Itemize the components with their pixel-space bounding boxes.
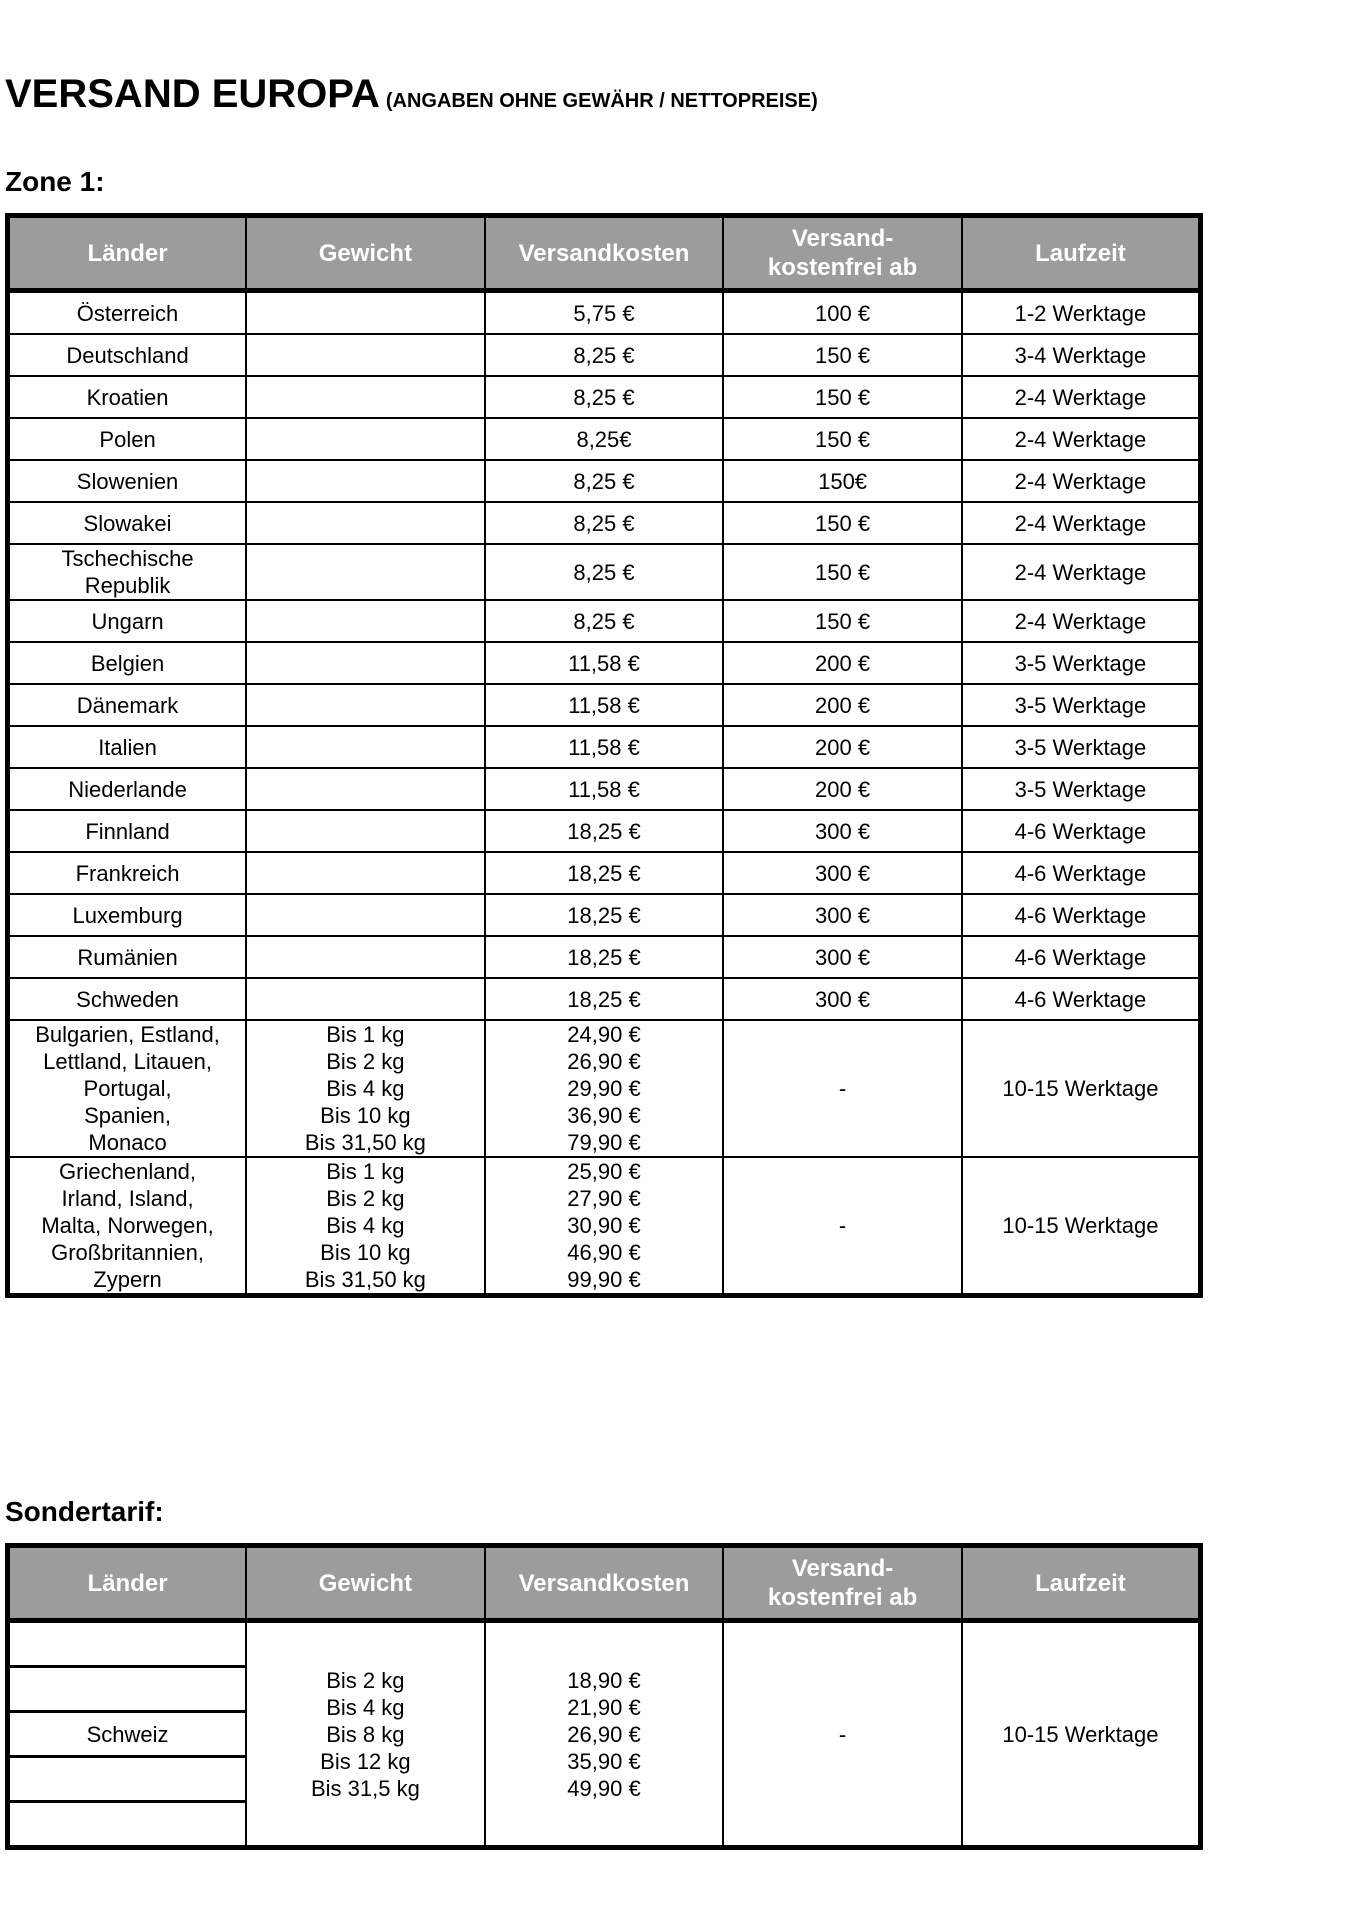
gewicht-value: Bis 4 kg [326,1694,405,1720]
cell-laender: Deutschland [8,334,247,376]
table-row [8,768,1201,810]
cell-gewicht [246,684,485,726]
sondertarif-header-row [8,1546,1201,1621]
cell-versandkosten: 18,25 € [485,978,724,1020]
cell-gewicht [246,376,485,418]
gewicht-value: Bis 1 kg [326,1159,405,1184]
cell-versandkostenfrei-ab: 200 € [723,642,962,684]
cell-versandkosten [485,1157,724,1296]
table-row-group [8,1157,1201,1296]
cell-versandkosten: 18,25 € [485,936,724,978]
cell-versandkosten: 11,58 € [485,684,724,726]
header-laender: Länder [8,216,247,291]
sondertarif-body [8,1621,1201,1848]
cell-versandkosten: 11,58 € [485,642,724,684]
cell-laender: Dänemark [8,684,247,726]
cell-laender: Slowakei [8,502,247,544]
laender-value: Griechenland, [59,1159,197,1184]
header-versandkosten: Versandkosten [485,1546,724,1621]
cell-laufzeit: 2-4 Werktage [962,544,1201,600]
laender-sub-cell [10,1758,245,1803]
cell-laender: Finnland [8,810,247,852]
cell-versandkosten: 5,75 € [485,291,724,335]
cell-gewicht [246,544,485,600]
cell-laufzeit: 2-4 Werktage [962,600,1201,642]
cell-laender: Slowenien [8,460,247,502]
cell-laender: Frankreich [8,852,247,894]
gewicht-value: Bis 4 kg [326,1213,405,1238]
cell-laufzeit: 3-5 Werktage [962,726,1201,768]
kosten-value: 27,90 € [567,1186,641,1211]
cell-laufzeit: 4-6 Werktage [962,936,1201,978]
cell-versandkosten [485,1020,724,1157]
header-frei-ab-line2: kostenfrei ab [767,254,918,281]
cell-versandkosten: 11,58 € [485,726,724,768]
cell-versandkosten: 8,25 € [485,544,724,600]
cell-versandkostenfrei-ab: 300 € [723,978,962,1020]
cell-laender: Luxemburg [8,894,247,936]
kosten-value: 26,90 € [567,1721,641,1747]
cell-versandkostenfrei-ab: 300 € [723,894,962,936]
cell-versandkostenfrei-ab: 150 € [723,600,962,642]
cell-gewicht [246,600,485,642]
laender-value: Lettland, Litauen, [43,1049,212,1074]
cell-gewicht [246,852,485,894]
cell-gewicht [246,726,485,768]
title-main: VERSAND EUROPA [5,72,380,116]
cell-gewicht [246,768,485,810]
cell-laufzeit: 3-4 Werktage [962,334,1201,376]
cell-versandkostenfrei-ab: 100 € [723,291,962,335]
gewicht-value: Bis 1 kg [326,1022,405,1047]
cell-versandkostenfrei-ab: 150 € [723,544,962,600]
table-row [8,418,1201,460]
kosten-value: 99,90 € [567,1267,641,1292]
cell-laufzeit: 4-6 Werktage [962,810,1201,852]
sondertarif-heading: Sondertarif: [5,1496,164,1527]
gewicht-value: Bis 8 kg [326,1721,405,1747]
cell-gewicht [246,894,485,936]
cell-versandkosten: 18,25 € [485,852,724,894]
cell-versandkosten: 11,58 € [485,768,724,810]
header-frei-ab-line2: kostenfrei ab [767,1584,918,1611]
cell-laufzeit: 2-4 Werktage [962,460,1201,502]
cell-versandkostenfrei-ab: - [723,1157,962,1296]
cell-versandkosten: 18,25 € [485,810,724,852]
cell-versandkostenfrei-ab: 150 € [723,376,962,418]
cell-gewicht [246,502,485,544]
zone1-heading: Zone 1: [5,166,105,197]
laender-sub-cell [10,1803,245,1845]
table-row [8,334,1201,376]
zone1-body [8,291,1201,1296]
cell-versandkostenfrei-ab: 300 € [723,810,962,852]
table-row [8,936,1201,978]
table-row [8,726,1201,768]
cell-versandkostenfrei-ab: 200 € [723,684,962,726]
cell-laender [8,1621,247,1848]
header-frei-ab-line1: Versand- [791,225,894,252]
cell-gewicht [246,460,485,502]
gewicht-value: Bis 4 kg [326,1076,405,1101]
cell-laender: Belgien [8,642,247,684]
gewicht-value: Bis 31,5 kg [310,1775,420,1801]
gewicht-value: Bis 2 kg [326,1049,405,1074]
cell-laufzeit: 2-4 Werktage [962,418,1201,460]
cell-versandkosten: 18,25 € [485,894,724,936]
cell-laufzeit: 3-5 Werktage [962,642,1201,684]
table-row [8,502,1201,544]
cell-versandkosten: 8,25€ [485,418,724,460]
cell-versandkosten: 8,25 € [485,376,724,418]
table-row [8,376,1201,418]
laender-value: Großbritannien, [51,1240,204,1265]
kosten-value: 25,90 € [567,1159,641,1184]
cell-laufzeit: 4-6 Werktage [962,852,1201,894]
table-row [8,291,1201,335]
cell-gewicht [246,1020,485,1157]
gewicht-value: Bis 2 kg [326,1186,405,1211]
gewicht-value: Bis 2 kg [326,1667,405,1693]
kosten-value: 49,90 € [567,1775,641,1801]
cell-versandkostenfrei-ab: 150 € [723,334,962,376]
cell-versandkosten: 8,25 € [485,460,724,502]
cell-laufzeit: 10-15 Werktage [962,1621,1201,1848]
laender-value: Irland, Island, [61,1186,194,1211]
cell-laufzeit: 4-6 Werktage [962,894,1201,936]
header-frei-ab-line1: Versand- [791,1555,894,1582]
header-versandkostenfrei-ab [723,1546,962,1621]
kosten-value: 36,90 € [567,1103,641,1128]
cell-versandkostenfrei-ab: - [723,1020,962,1157]
cell-laender [8,544,247,600]
gewicht-value: Bis 10 kg [320,1240,411,1265]
table-row [8,460,1201,502]
cell-laender: Niederlande [8,768,247,810]
laender-value: Monaco [88,1130,167,1155]
header-laufzeit: Laufzeit [962,1546,1201,1621]
sondertarif-table [5,1543,1203,1850]
cell-versandkosten: 8,25 € [485,502,724,544]
header-laender: Länder [8,1546,247,1621]
cell-versandkostenfrei-ab: 150 € [723,418,962,460]
cell-gewicht [246,1621,485,1848]
header-gewicht: Gewicht [246,1546,485,1621]
cell-versandkostenfrei-ab: 300 € [723,936,962,978]
cell-laufzeit: 1-2 Werktage [962,291,1201,335]
kosten-value: 26,90 € [567,1049,641,1074]
zone1-table [5,213,1203,1298]
gewicht-value: Bis 12 kg [320,1748,411,1774]
table-row [8,544,1201,600]
cell-laender: Rumänien [8,936,247,978]
header-versandkosten: Versandkosten [485,216,724,291]
laender-sub-cell [10,1623,245,1668]
cell-versandkosten: 8,25 € [485,600,724,642]
table-row-group [8,1020,1201,1157]
cell-laufzeit: 3-5 Werktage [962,684,1201,726]
page-title [5,72,818,117]
table-row [8,1621,1201,1848]
cell-gewicht [246,418,485,460]
kosten-value: 21,90 € [567,1694,641,1720]
cell-gewicht [246,291,485,335]
cell-laender: Ungarn [8,600,247,642]
cell-gewicht [246,642,485,684]
cell-versandkosten [485,1621,724,1848]
kosten-value: 35,90 € [567,1748,641,1774]
cell-gewicht [246,810,485,852]
cell-gewicht [246,1157,485,1296]
gewicht-value: Bis 10 kg [320,1103,411,1128]
cell-gewicht [246,936,485,978]
laender-value: Portugal, [83,1076,172,1101]
cell-laufzeit: 10-15 Werktage [962,1020,1201,1157]
gewicht-value: Bis 31,50 kg [304,1267,426,1292]
table-row [8,810,1201,852]
cell-versandkosten: 8,25 € [485,334,724,376]
table-row [8,894,1201,936]
cell-laender: Schweden [8,978,247,1020]
kosten-value: 18,90 € [567,1667,641,1693]
table-row [8,978,1201,1020]
laender-value: Malta, Norwegen, [41,1213,214,1238]
cell-laender [8,1157,247,1296]
laender-sub-cell: Schweiz [10,1713,245,1758]
cell-versandkostenfrei-ab: 300 € [723,852,962,894]
gewicht-value: Bis 31,50 kg [304,1130,426,1155]
cell-gewicht [246,334,485,376]
cell-laender: Österreich [8,291,247,335]
cell-laufzeit: 10-15 Werktage [962,1157,1201,1296]
cell-gewicht [246,978,485,1020]
cell-versandkostenfrei-ab: 150 € [723,502,962,544]
cell-laufzeit: 2-4 Werktage [962,502,1201,544]
cell-laufzeit: 2-4 Werktage [962,376,1201,418]
cell-laender: Italien [8,726,247,768]
cell-laender [8,1020,247,1157]
table-row [8,684,1201,726]
laender-value: Spanien, [84,1103,171,1128]
header-versandkostenfrei-ab [723,216,962,291]
kosten-value: 79,90 € [567,1130,641,1155]
land-line: Republik [84,573,171,598]
header-laufzeit: Laufzeit [962,216,1201,291]
cell-laufzeit: 3-5 Werktage [962,768,1201,810]
kosten-value: 30,90 € [567,1213,641,1238]
cell-laender: Kroatien [8,376,247,418]
table-row [8,642,1201,684]
cell-versandkostenfrei-ab: 200 € [723,726,962,768]
laender-value: Zypern [93,1267,162,1292]
header-gewicht: Gewicht [246,216,485,291]
kosten-value: 24,90 € [567,1022,641,1047]
cell-versandkostenfrei-ab: 200 € [723,768,962,810]
table-row [8,852,1201,894]
cell-laender: Polen [8,418,247,460]
kosten-value: 29,90 € [567,1076,641,1101]
cell-laufzeit: 4-6 Werktage [962,978,1201,1020]
zone1-header-row [8,216,1201,291]
laender-value: Bulgarien, Estland, [35,1022,220,1047]
laender-sub-cell [10,1668,245,1713]
cell-versandkostenfrei-ab: - [723,1621,962,1848]
table-row [8,600,1201,642]
cell-versandkostenfrei-ab: 150€ [723,460,962,502]
title-disclaimer: (ANGABEN OHNE GEWÄHR / NETTOPREISE) [385,90,818,112]
kosten-value: 46,90 € [567,1240,641,1265]
land-line: Tschechische [61,546,194,571]
